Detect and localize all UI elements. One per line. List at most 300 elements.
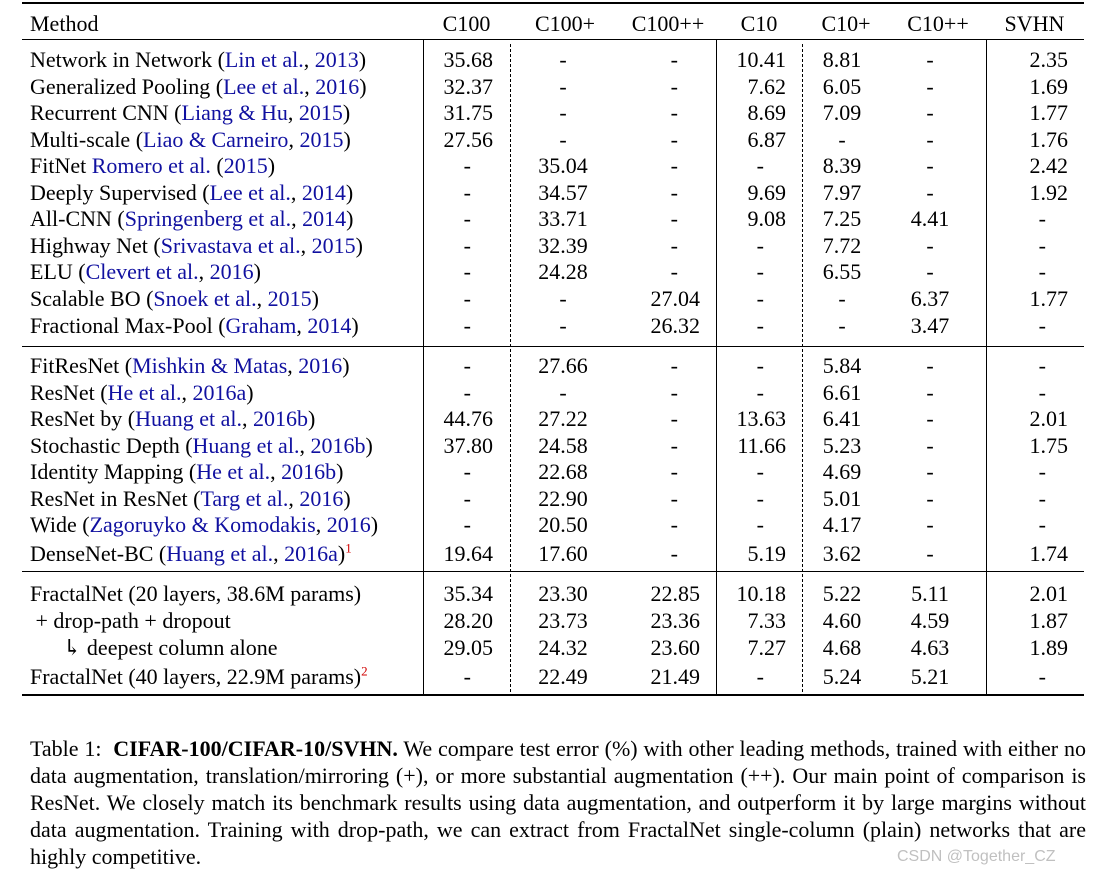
method-name (30, 512, 378, 538)
method-name (30, 153, 275, 179)
value-cell: - (1038, 206, 1046, 232)
citation-link[interactable]: 2016b (281, 459, 337, 484)
table-row (0, 153, 1102, 179)
value-cell: 2.35 (1029, 47, 1068, 72)
value-cell: - (463, 379, 471, 405)
value-cell: 7.97 (822, 179, 862, 205)
top-rule (22, 2, 1084, 4)
column-header: C10+ (821, 11, 871, 36)
value-cell: 28.20 (443, 608, 493, 633)
method-name (30, 74, 367, 100)
value-cell: 6.61 (822, 379, 862, 405)
method-text: , (181, 379, 193, 405)
method-text: ) (246, 379, 254, 405)
method-text: , (288, 485, 300, 511)
value-cell: - (756, 259, 764, 285)
value-cell: 1.92 (1029, 179, 1068, 205)
value-cell: 22.90 (538, 485, 588, 511)
value-cell: - (926, 259, 934, 285)
citation-link[interactable]: Graham (225, 312, 297, 338)
value-cell: 4.68 (822, 635, 862, 660)
table-row (0, 459, 1102, 485)
method-text: , (273, 540, 285, 566)
value-cell: - (670, 179, 678, 205)
value-cell: 26.32 (650, 312, 700, 338)
value-cell: - (463, 232, 471, 258)
value-cell: - (756, 232, 764, 258)
value-cell: - (926, 512, 934, 537)
method-name (30, 433, 373, 459)
header-rule (22, 39, 1084, 40)
table-row (0, 664, 1102, 690)
method-text: , (242, 406, 253, 431)
table-row (0, 635, 1102, 661)
value-cell: - (838, 126, 846, 152)
value-cell: - (670, 406, 678, 431)
value-cell: - (670, 153, 678, 179)
value-cell: - (1038, 485, 1046, 511)
method-text: Wide ( (30, 512, 90, 537)
citation-link[interactable]: 2016 (299, 485, 344, 511)
method-text: Network in Network ( (30, 47, 225, 72)
value-cell: - (670, 206, 678, 232)
value-cell: - (670, 259, 678, 285)
citation-link[interactable]: Mishkin & Matas (132, 353, 288, 378)
method-name (30, 206, 353, 232)
citation-link[interactable]: 2016a (284, 540, 338, 566)
value-cell: 3.47 (910, 312, 950, 338)
value-cell: - (926, 126, 934, 152)
citation-link[interactable]: Huang et al. (166, 540, 274, 566)
value-cell: 5.22 (822, 581, 862, 606)
value-cell: - (463, 485, 471, 511)
citation-link[interactable]: Lee et al. (223, 73, 305, 99)
value-cell: - (838, 285, 846, 311)
value-cell: - (756, 664, 764, 689)
method-text: ) (359, 73, 367, 99)
value-cell: - (1038, 459, 1046, 484)
value-cell: 35.68 (443, 47, 493, 72)
value-cell: 27.56 (443, 126, 493, 152)
value-cell: 7.62 (747, 73, 786, 99)
method-text: ResNet by ( (30, 406, 136, 431)
citation-link[interactable]: He et al. (196, 459, 271, 484)
method-text: ( (210, 153, 224, 179)
method-text: , (299, 432, 311, 458)
value-cell: - (756, 153, 764, 179)
value-cell: 23.36 (650, 608, 700, 633)
value-cell: 4.17 (822, 512, 862, 537)
value-cell: 1.89 (1029, 635, 1068, 660)
value-cell: - (559, 379, 567, 405)
method-text: ) (346, 206, 354, 232)
value-cell: 1.74 (1029, 540, 1068, 566)
value-cell: - (1038, 664, 1046, 689)
value-cell: 6.37 (910, 285, 950, 311)
value-cell: 19.64 (443, 540, 493, 566)
value-cell: - (1038, 312, 1046, 338)
method-text: ResNet ( (30, 379, 108, 405)
value-cell: 33.71 (538, 206, 588, 232)
value-cell: 8.69 (747, 100, 786, 126)
footnote-marker: 1 (345, 540, 352, 556)
method-text: , (315, 512, 327, 537)
value-cell: 9.69 (747, 179, 786, 205)
method-name (30, 664, 368, 690)
method-text: ResNet in ResNet ( (30, 485, 201, 511)
method-name (30, 353, 350, 379)
value-cell: 22.85 (650, 581, 700, 606)
method-text: All-CNN ( (30, 206, 125, 232)
column-header: C100++ (631, 11, 705, 36)
method-text: + drop-path + dropout (30, 608, 231, 633)
method-name (30, 581, 361, 607)
value-cell: 2.01 (1029, 581, 1068, 606)
value-cell: - (926, 406, 934, 431)
citation-link[interactable]: Zagoruyko & Komodakis (89, 512, 316, 537)
value-cell: - (463, 512, 471, 537)
method-name (30, 286, 319, 312)
method-text: ) (311, 285, 319, 311)
value-cell: - (756, 379, 764, 405)
method-text: Scalable BO ( (30, 285, 154, 311)
value-cell: - (670, 485, 678, 511)
table-row (0, 233, 1102, 259)
value-cell: - (463, 259, 471, 285)
value-cell: 24.28 (538, 259, 588, 285)
value-cell: 24.58 (538, 432, 588, 458)
table-row (0, 74, 1102, 100)
method-text: ) (345, 179, 354, 205)
caption-title: CIFAR-100/CIFAR-10/SVHN. (113, 736, 398, 761)
method-text: Stochastic Depth ( (30, 432, 193, 458)
method-text: Multi-scale ( (30, 126, 144, 152)
value-cell: 6.05 (822, 73, 862, 99)
method-text: , (290, 179, 302, 205)
method-text: ) (370, 512, 379, 537)
table-row (0, 313, 1102, 339)
value-cell: - (1038, 512, 1046, 537)
value-cell: - (756, 285, 764, 311)
method-text: Fractional Max-Pool ( (30, 312, 226, 338)
value-cell: - (926, 179, 934, 205)
value-cell: - (670, 126, 678, 152)
value-cell: - (1038, 259, 1046, 285)
table-row (0, 180, 1102, 206)
value-cell: - (1038, 353, 1046, 378)
table-row (0, 486, 1102, 512)
method-text: ) (343, 126, 351, 152)
value-cell: - (463, 285, 471, 311)
value-cell: - (463, 179, 471, 205)
citation-link[interactable]: Lin et al. (224, 47, 304, 72)
value-cell: 31.75 (443, 100, 493, 126)
value-cell: - (463, 459, 471, 484)
value-cell: 11.66 (737, 432, 786, 458)
caption-label: Table 1: (30, 736, 102, 761)
citation-link[interactable]: 2015 (299, 126, 344, 152)
citation-link[interactable]: Springenberg et al. (124, 206, 292, 232)
section-rule-2 (22, 571, 1084, 572)
value-cell: 5.01 (822, 485, 862, 511)
citation-link[interactable]: 2016 (298, 353, 343, 378)
citation-link[interactable]: Huang et al. (192, 432, 300, 458)
table-row (0, 47, 1102, 73)
value-cell: - (926, 353, 934, 378)
value-cell: 6.41 (822, 406, 862, 431)
value-cell: - (1038, 379, 1046, 405)
method-text: ) (342, 353, 350, 378)
column-header: C10++ (907, 11, 969, 36)
method-text: FractalNet (20 layers, 38.6M params) (30, 581, 362, 606)
value-cell: 7.33 (747, 608, 786, 633)
citation-link[interactable]: Srivastava et al. (160, 232, 301, 258)
value-cell: 1.77 (1029, 100, 1068, 126)
column-header: C100+ (534, 11, 596, 36)
value-cell: - (926, 379, 934, 405)
value-cell: - (926, 232, 934, 258)
value-cell: 9.08 (747, 206, 786, 232)
method-name (30, 259, 261, 285)
value-cell: 5.84 (822, 353, 862, 378)
value-cell: 4.60 (822, 608, 862, 633)
citation-link[interactable]: 2014 (307, 312, 352, 338)
value-cell: - (670, 100, 678, 126)
value-cell: - (463, 153, 471, 179)
citation-link[interactable]: 2015 (298, 100, 343, 126)
method-text: ) (358, 47, 367, 72)
method-text: , (287, 100, 299, 126)
value-cell: 4.69 (822, 459, 862, 484)
table-row (0, 581, 1102, 607)
value-cell: - (463, 353, 471, 378)
value-cell: 1.87 (1029, 608, 1068, 633)
method-text: Recurrent CNN ( (30, 100, 182, 126)
watermark: CSDN @Together_CZ (897, 848, 1056, 865)
method-name (30, 313, 359, 339)
citation-link[interactable]: 2014 (302, 206, 347, 232)
value-cell: 23.60 (650, 635, 700, 660)
value-cell: - (756, 512, 764, 537)
value-cell: 5.21 (910, 664, 950, 689)
table-row (0, 541, 1102, 567)
citation-link[interactable]: Liang & Hu (181, 100, 288, 126)
method-text: ) (267, 153, 276, 179)
citation-link[interactable]: Liao & Carneiro (143, 126, 289, 152)
table-row (0, 206, 1102, 232)
citation-link[interactable]: 2014 (301, 179, 346, 205)
value-cell: 7.25 (822, 206, 862, 232)
method-name (30, 608, 231, 634)
method-name (30, 127, 351, 153)
citation-link[interactable]: Clevert et al. (85, 259, 199, 285)
method-text: ) (336, 459, 344, 484)
method-text: , (287, 353, 299, 378)
citation-link[interactable]: 2016b (310, 432, 366, 458)
method-text: Generalized Pooling ( (30, 73, 224, 99)
value-cell: - (756, 353, 764, 378)
method-text: ) (355, 232, 363, 258)
citation-link[interactable]: 2016 (326, 512, 371, 537)
citation-link[interactable]: 2016 (209, 259, 254, 285)
method-text: FitNet (30, 153, 92, 179)
value-cell: 10.18 (736, 581, 786, 606)
value-cell: - (756, 485, 764, 511)
method-name (30, 100, 350, 126)
method-text: FitResNet ( (30, 353, 133, 378)
method-text: ELU ( (30, 259, 86, 285)
method-name (30, 486, 351, 512)
value-cell: - (559, 285, 567, 311)
value-cell: 7.72 (822, 232, 862, 258)
value-cell: - (756, 312, 764, 338)
value-cell: 23.30 (538, 581, 588, 606)
value-cell: - (670, 459, 678, 484)
citation-link[interactable]: 2013 (314, 47, 359, 72)
value-cell: 20.50 (538, 512, 588, 537)
value-cell: 8.81 (822, 47, 862, 72)
value-cell: 1.75 (1029, 432, 1068, 458)
value-cell: 5.24 (822, 664, 862, 689)
header-row (0, 11, 1102, 37)
bottom-rule (22, 694, 1084, 696)
value-cell: - (926, 459, 934, 484)
table-row (0, 127, 1102, 153)
value-cell: 4.59 (910, 608, 950, 633)
table-row (0, 380, 1102, 406)
value-cell: 21.49 (650, 664, 700, 689)
method-text: , (270, 459, 282, 484)
value-cell: 10.41 (736, 47, 786, 72)
table-row (0, 353, 1102, 379)
value-cell: - (926, 47, 934, 72)
table-row (0, 608, 1102, 634)
method-text: FractalNet (40 layers, 22.9M params) (30, 664, 362, 689)
citation-link[interactable]: Targ et al. (200, 485, 289, 511)
value-cell: 5.19 (747, 540, 786, 566)
method-text: , (288, 126, 300, 152)
citation-link[interactable]: 2015 (223, 153, 268, 179)
citation-link[interactable]: 2016a (192, 379, 247, 405)
value-cell: 23.73 (538, 608, 588, 633)
value-cell: 1.76 (1029, 126, 1068, 152)
value-cell: - (670, 512, 678, 537)
value-cell: 1.69 (1029, 73, 1068, 99)
method-text: , (198, 259, 210, 285)
table-row (0, 259, 1102, 285)
value-cell: - (926, 485, 934, 511)
value-cell: - (670, 432, 678, 458)
table-row (0, 433, 1102, 459)
citation-link[interactable]: 2015 (311, 232, 356, 258)
citation-link[interactable]: He et al. (107, 379, 182, 405)
value-cell: 35.04 (538, 153, 588, 179)
value-cell: 27.66 (538, 353, 588, 378)
value-cell: 1.77 (1029, 285, 1068, 311)
method-text: ) (337, 540, 346, 566)
value-cell: - (670, 379, 678, 405)
table-row (0, 286, 1102, 312)
method-text: ) (253, 259, 261, 285)
value-cell: - (926, 153, 934, 179)
value-cell: - (670, 232, 678, 258)
value-cell: - (1038, 232, 1046, 258)
column-header: C10 (740, 11, 778, 36)
column-header: Method (30, 11, 99, 36)
value-cell: 17.60 (538, 540, 588, 566)
value-cell: 44.76 (443, 406, 493, 431)
value-cell: 27.22 (538, 406, 588, 431)
method-text: , (291, 206, 303, 232)
method-name (30, 233, 363, 259)
citation-link[interactable]: Huang et al. (135, 406, 242, 431)
citation-link[interactable]: 2015 (267, 285, 312, 311)
value-cell: 22.49 (538, 664, 588, 689)
method-name (30, 459, 343, 485)
citation-link[interactable]: 2016b (253, 406, 308, 431)
citation-link[interactable]: Snoek et al. (153, 285, 257, 311)
citation-link[interactable]: Lee et al. (209, 179, 291, 205)
section-rule-1 (22, 346, 1084, 347)
value-cell: - (926, 432, 934, 458)
value-cell: 7.09 (822, 100, 862, 126)
value-cell: 35.34 (443, 581, 493, 606)
value-cell: - (463, 206, 471, 232)
value-cell: 37.80 (443, 432, 493, 458)
value-cell: 7.27 (747, 635, 786, 660)
caption-text: We compare test error (%) with other leading methods, trained with either no data augmentation, translation/mirroring (+), or more substantial augmentation (++). Our main point of comparison is ResNet. We closely match its benchmark results using data augmentation, and outperform it by large margins without data augmentation. Training with drop-path, we can extract from FractalNet single-column (plain) networks that are highly competitive. (30, 736, 1086, 869)
column-header: C100 (442, 11, 491, 36)
value-cell: - (926, 73, 934, 99)
value-cell: 27.04 (650, 285, 700, 311)
method-text: , (303, 47, 315, 72)
method-name (30, 47, 366, 73)
method-text: ) (342, 100, 351, 126)
table-row (0, 100, 1102, 126)
value-cell: 8.39 (822, 153, 862, 179)
value-cell: 2.01 (1029, 406, 1068, 431)
method-name (30, 635, 278, 661)
value-cell: 3.62 (822, 540, 862, 566)
value-cell: 32.37 (443, 73, 493, 99)
method-text: ↳ deepest column alone (30, 635, 278, 660)
method-text: DenseNet-BC ( (30, 540, 167, 566)
method-text: , (256, 285, 268, 311)
method-text: Identity Mapping ( (30, 459, 197, 484)
value-cell: - (463, 312, 471, 338)
value-cell: 5.23 (822, 432, 862, 458)
citation-link[interactable]: 2016 (315, 73, 360, 99)
method-name (30, 406, 315, 432)
value-cell: - (838, 312, 846, 338)
value-cell: 4.63 (910, 635, 950, 660)
method-name (30, 180, 353, 206)
value-cell: 34.57 (538, 179, 588, 205)
value-cell: - (670, 73, 678, 99)
method-name (30, 541, 352, 567)
value-cell: 4.41 (910, 206, 950, 232)
value-cell: - (670, 47, 678, 72)
value-cell: - (559, 73, 567, 99)
value-cell: - (559, 100, 567, 126)
table-row (0, 406, 1102, 432)
citation-link[interactable]: Romero et al. (91, 153, 211, 179)
value-cell: - (756, 459, 764, 484)
value-cell: - (926, 100, 934, 126)
value-cell: 24.32 (538, 635, 588, 660)
method-text: , (296, 312, 308, 338)
value-cell: - (463, 664, 471, 689)
